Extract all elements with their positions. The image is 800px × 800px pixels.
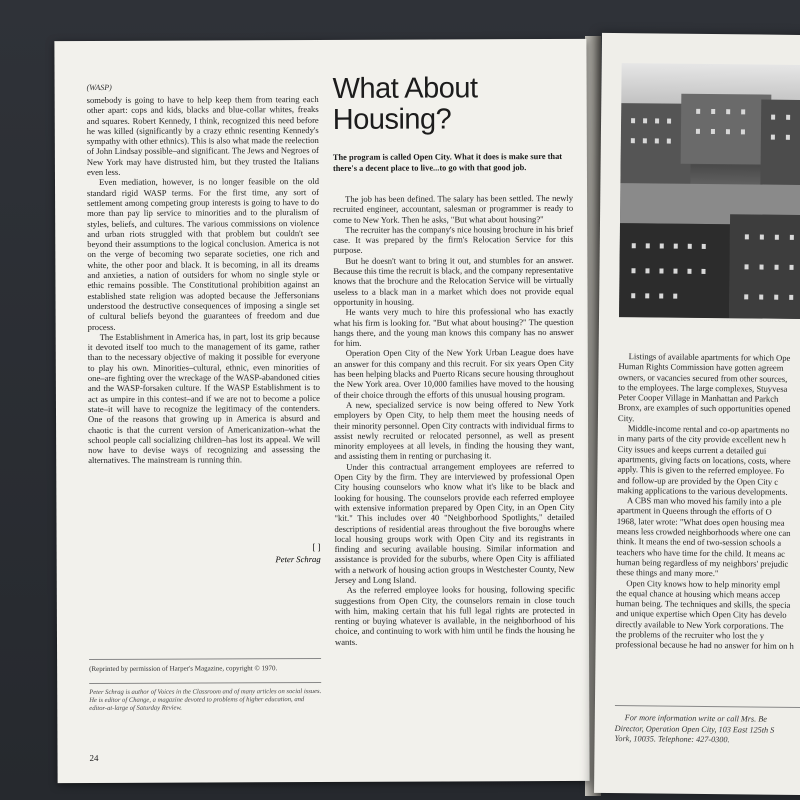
text-line: City issues and keeps current a detailed gui [617,443,767,456]
running-head: (WASP) [86,82,112,93]
divider [615,705,800,708]
paragraph: As the referred employee looks for housing, following specific suggestions from Open City, the counselors remain in close touch with him, making certain that his full legal rights are protected in renting or buying whatever is available, in the neighborhood of his choice, and continuing to work with him until he finds the housing he wants. [334,584,575,647]
text-line: in many parts of the city provide excellent new h [617,433,787,446]
article-column-housing [333,193,575,647]
paragraph: But he doesn't want to bring it out, and stumbles for an answer. Because this time the recruit is black, and the company representative knows that the brochure and the Relocation Service will be virtually useless to a black man in a market which does not provide equal opportunity in housing. [333,254,574,307]
article-headline [333,73,573,136]
text-line: Open City knows how to help minority empl [626,577,781,590]
paragraph: He wants very much to hire this professional who has exactly what his firm is looking for. "But what about housing?" The question hangs there, and the young man knows this company has no answer for him. [333,306,574,349]
paragraph: A new, specialized service is now being offered to New York employers by Open City, to help them meet the housing needs of their minority personnel. Open City contracts with individual firms to assist newly recruited or relocated personnel, as well as present minority employees at all levels, in finding the housing they want, and assisting them in renting or purchasing it. [333,398,575,462]
signature-block [89,542,321,565]
article-column-wasp [87,94,321,466]
paragraph: somebody is going to have to help keep them from tearing each other apart: cops and kids, blacks and blue-collar whites, freaks and squares. Robert Kennedy, I think, recognized this need before he was killed (significantly by a crazy ethnic resenting Kennedy's sympathy with other ethnics). This is also what made the reelection of John Lindsay possible–and significant. The Jews and Negroes of New York may have distrusted him, but they trusted the Italians even less. [86,94,319,178]
contact-line: Director, Operation Open City, 103 East 125th S [614,723,775,735]
text-line: means less crowded neighborhoods where one can [616,526,791,538]
text-line: Peter Cooper Village in Manhattan and Parkch [618,392,779,404]
text-line: directly available to New York corporations. The [615,618,784,631]
text-line: these things and many more." [616,567,719,579]
text-line: City. [617,412,635,424]
divider [89,682,321,684]
text-line: the problems of the recruiter who lost the y [615,629,765,641]
left-page [54,39,589,783]
text-line: Human Rights Commission have gotten agreem [618,361,784,374]
text-line: teachers who have time for the child. It means ac [616,546,786,559]
right-page [594,33,800,795]
text-line: Listings of available apartments for which Ope [628,351,791,363]
text-line: human being regardless of my neighbors' prejudic [616,556,789,569]
city-photo [619,63,800,319]
text-line: and follow-up are provided by the Open City c [617,474,779,487]
end-mark: [ ] [312,542,321,553]
text-line: 1968, later wrote: "What does open housing mea [616,515,785,528]
paragraph: Under this contractual arrangement employees are referred to Open City by the firm. They are interviewed by professional Open City housing counselors who know what it's like to be black and looking for housing. The counselors provide each referred employee with extensive information prepared by Open City, in an Open City "kit." This includes over 40 "Neighborhood Spotlights," detailed descriptions of residential areas throughout the five boroughs where local housing groups work with Open City and its registrants in finding and securing available housing. Similar information and assistance is provided for the suburbs, where Open City is affiliated with a network of housing action groups in Westchester County, New Jersey and Long Island. [334,460,575,585]
author-bio: Peter Schrag is author of Voices in the Classroom and of many articles on social issues. He is editor of Change, a magazine devoted to problems of higher education, and editor-at-large of Saturday Review. [89,688,322,713]
article-column-continued [616,351,800,652]
text-line: A CBS man who moved his family into a ple [627,495,782,507]
text-line: Bronx, are examples of such opportunities opened [618,402,791,415]
text-line: apartment in Queens through the efforts of O [616,505,772,518]
reprint-credit: (Reprinted by permission of Harper's Magazine, copyright © 1970. [89,664,278,674]
contact-line: York, 10035. Telephone: 427-0300. [614,734,730,745]
headline-line: What About [332,72,478,105]
headline-line: Housing? [332,103,452,136]
text-line: think. It means the end of two-session schools a [616,536,782,549]
paragraph: Even mediation, however, is no longer feasible on the old standard rigid WASP terms. For the first time, any sort of settlement among competing group interests is going to have to do more than pay lip service to minorities and to the pluralism of styles, beliefs, and cultures. The various commissions on violence and urban riots struggled with that problem but couldn't see beyond their assumptions to the logical conclusion. America is not on the verge of becoming two separate societies, one rich and white, the other poor and black. It is becoming, in all its dreams and anxieties, a nation of outsiders for whom no single style or ethic remains possible. The Constitutional prohibition against an established state religion was adopted because the Jeffersonians understood the destructive consequences of imposing a single set of cultural beliefs beyond the guarantees of freedom and due process. [87,176,320,332]
paragraph: Operation Open City of the New York Urban League does have an answer for this company and this recruit. For six years Open City has been helping blacks and Puerto Ricans secure housing throughout the New York area. Over 10,000 families have moved to the housing of their choice through the efforts of this unusual housing program. [333,347,574,400]
text-line: apartments, giving facts on locations, costs, where [617,454,791,466]
contact-line: For more information write or call Mrs. Be [624,713,767,724]
page-number: 24 [89,752,99,764]
text-line: to the employees. The large complexes, Stuyvesa [618,381,788,394]
paragraph: The job has been defined. The salary has been settled. The newly recruited engineer, accountant, salesman or programmer is ready to come to New York. Then he asks, "But what about housing?" [333,192,574,225]
divider [89,658,321,660]
text-line: and unique expertise which Open City has develo [615,608,787,621]
text-line: professional because he had no answer for him on h [615,639,794,652]
text-line: Middle-income rental and co-op apartments no [627,423,790,435]
text-line: owners, or vacancies secured from other sources, [618,371,788,384]
author-name: Peter Schrag [275,554,321,565]
paragraph: The recruiter has the company's nice housing brochure in his brief case. It was prepared by the firm's Relocation Service for this purpose. [333,223,574,256]
article-deck: The program is called Open City. What it does is make sure that there's a decent place to live...to go with that good job. [332,151,563,173]
text-line: the equal chance at housing which means accep [616,587,781,600]
text-line: making applications to the various developments. [617,484,788,497]
contact-info [615,713,800,747]
text-line: apply. This is given to the referred employee. Fo [617,464,785,477]
paragraph: The Establishment in America has, in part, lost its grip because it devoted itself too much to the management of its game, rather than to the necessary objective of making it possible for everyone to play his own. Minorities–cultural, ethnic, even minorities of one–are fighting over the wreckage of the WASP-abandoned cities and the WASP-forsaken culture. If the WASP Establishment is to act as umpire in this contest–and if we are not to become a police state–it will have to recognize the legitimacy of the contenders. One of the reasons that growing up in America is absurd and chaotic is that the current version of Americanization–what the school people call socializing children–has lost its appeal. We will now have to devise ways of recognizing and assessing the alternatives. The mainstream is running thin. [87,330,321,466]
text-line: human being. The techniques and skills, the specia [615,598,791,610]
